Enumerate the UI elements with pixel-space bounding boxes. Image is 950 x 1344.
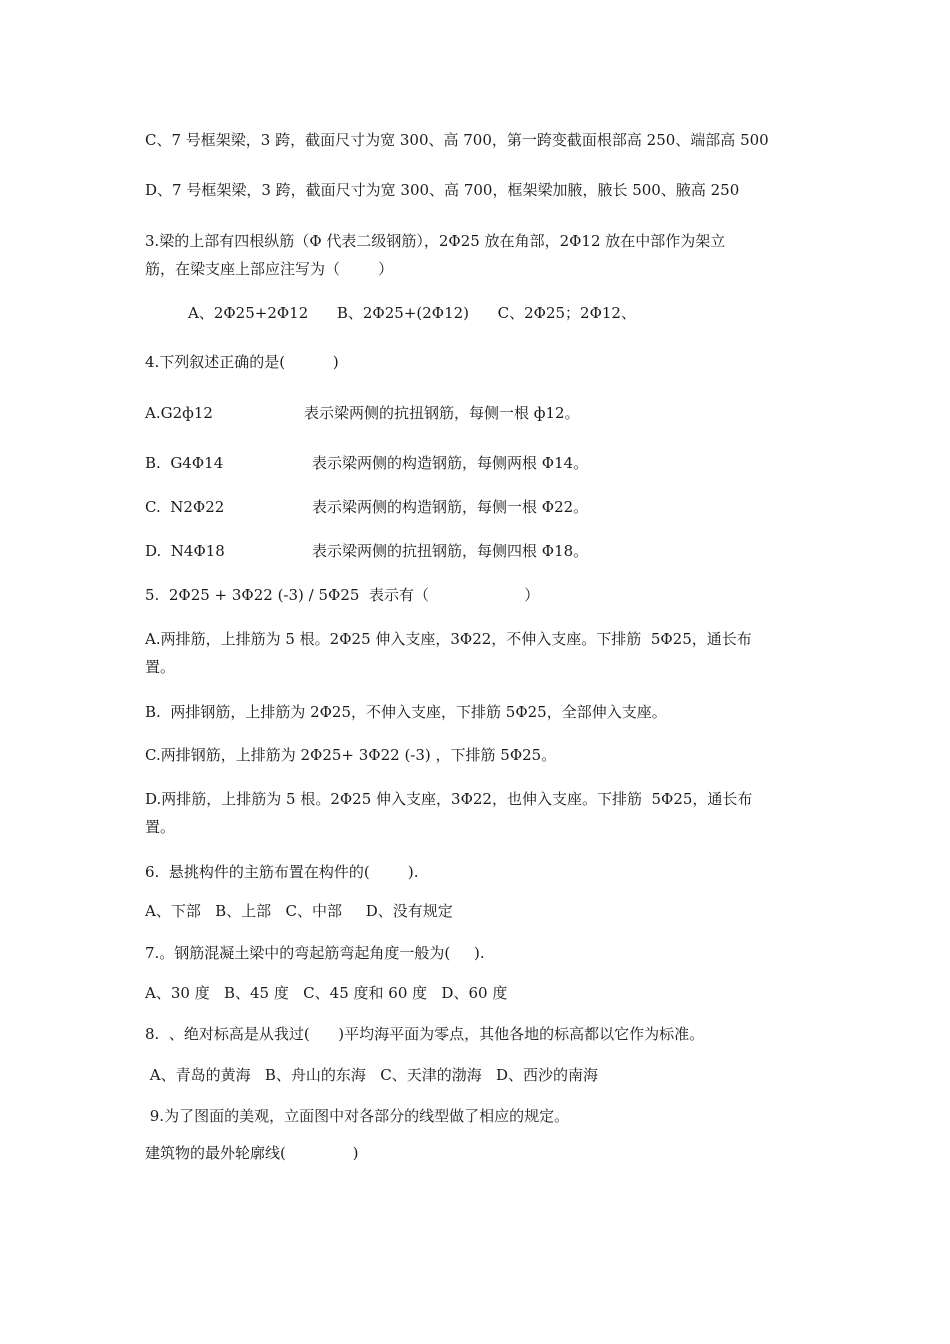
question-7-options: A、30 度 B、45 度 C、45 度和 60 度 D、60 度 xyxy=(145,984,508,1002)
question-4-option-d-text: 表示梁两侧的抗扭钢筋，每侧四根 Φ18。 xyxy=(312,542,589,560)
question-5-option-b: B. 两排钢筋，上排筋为 2Φ25，不伸入支座，下排筋 5Φ25，全部伸入支座。 xyxy=(145,703,667,721)
question-5-stem: 5. 2Φ25 + 3Φ22 (-3) / 5Φ25 表示有（ ） xyxy=(145,586,540,604)
question-5-option-d-line-2: 置。 xyxy=(145,818,176,836)
question-6-options: A、下部 B、上部 C、中部 D、没有规定 xyxy=(145,902,453,920)
question-3-line-1: 3.梁的上部有四根纵筋（Φ 代表二级钢筋），2Φ25 放在角部，2Φ12 放在中部作为架立 xyxy=(145,232,726,250)
question-6-stem: 6. 悬挑构件的主筋布置在构件的( ). xyxy=(145,863,419,881)
option-d-line: D、7 号框架梁，3 跨，截面尺寸为宽 300、高 700，框架梁加腋，腋长 500、腋高 250 xyxy=(145,181,740,199)
question-5-option-a-line-2: 置。 xyxy=(145,658,176,676)
question-4-option-c-code: C. N2Φ22 xyxy=(145,498,225,516)
question-9-subquestion: 建筑物的最外轮廓线( ) xyxy=(145,1144,359,1162)
option-c-line: C、7 号框架梁，3 跨，截面尺寸为宽 300、高 700，第一跨变截面根部高 250、端部高 500 xyxy=(145,131,769,149)
question-9-stem: 9.为了图面的美观，立面图中对各部分的线型做了相应的规定。 xyxy=(145,1107,570,1125)
question-8-options: A、青岛的黄海 B、舟山的东海 C、天津的渤海 D、西沙的南海 xyxy=(145,1066,599,1084)
question-3-options: A、2Φ25+2Φ12 B、2Φ25+(2Φ12) C、2Φ25；2Φ12、 xyxy=(188,304,636,322)
question-5-option-a-line-1: A.两排筋，上排筋为 5 根。2Φ25 伸入支座，3Φ22，不伸入支座。下排筋 5Φ25，通长布 xyxy=(145,630,752,648)
question-8-stem: 8. 、绝对标高是从我过( )平均海平面为零点，其他各地的标高都以它作为标准。 xyxy=(145,1025,705,1043)
question-4-option-b-text: 表示梁两侧的构造钢筋，每侧两根 Φ14。 xyxy=(312,454,589,472)
question-4-option-d-code: D. N4Φ18 xyxy=(145,542,225,560)
question-5-option-d-line-1: D.两排筋，上排筋为 5 根。2Φ25 伸入支座，3Φ22，也伸入支座。下排筋 5Φ25，通长布 xyxy=(145,790,753,808)
question-4-option-b-code: B. G4Φ14 xyxy=(145,454,224,472)
question-5-option-c: C.两排钢筋，上排筋为 2Φ25+ 3Φ22 (-3) ，下排筋 5Φ25。 xyxy=(145,746,557,764)
question-4-stem: 4.下列叙述正确的是( ) xyxy=(145,353,339,371)
question-4-option-a-code: A.G2ф12 xyxy=(145,404,213,422)
question-3-line-2: 筋，在梁支座上部应注写为（ ） xyxy=(145,260,394,278)
question-4-option-c-text: 表示梁两侧的构造钢筋，每侧一根 Φ22。 xyxy=(312,498,589,516)
question-4-option-a-text: 表示梁两侧的抗扭钢筋，每侧一根 ф12。 xyxy=(304,404,580,422)
question-7-stem: 7.。钢筋混凝土梁中的弯起筋弯起角度一般为( ). xyxy=(145,944,485,962)
